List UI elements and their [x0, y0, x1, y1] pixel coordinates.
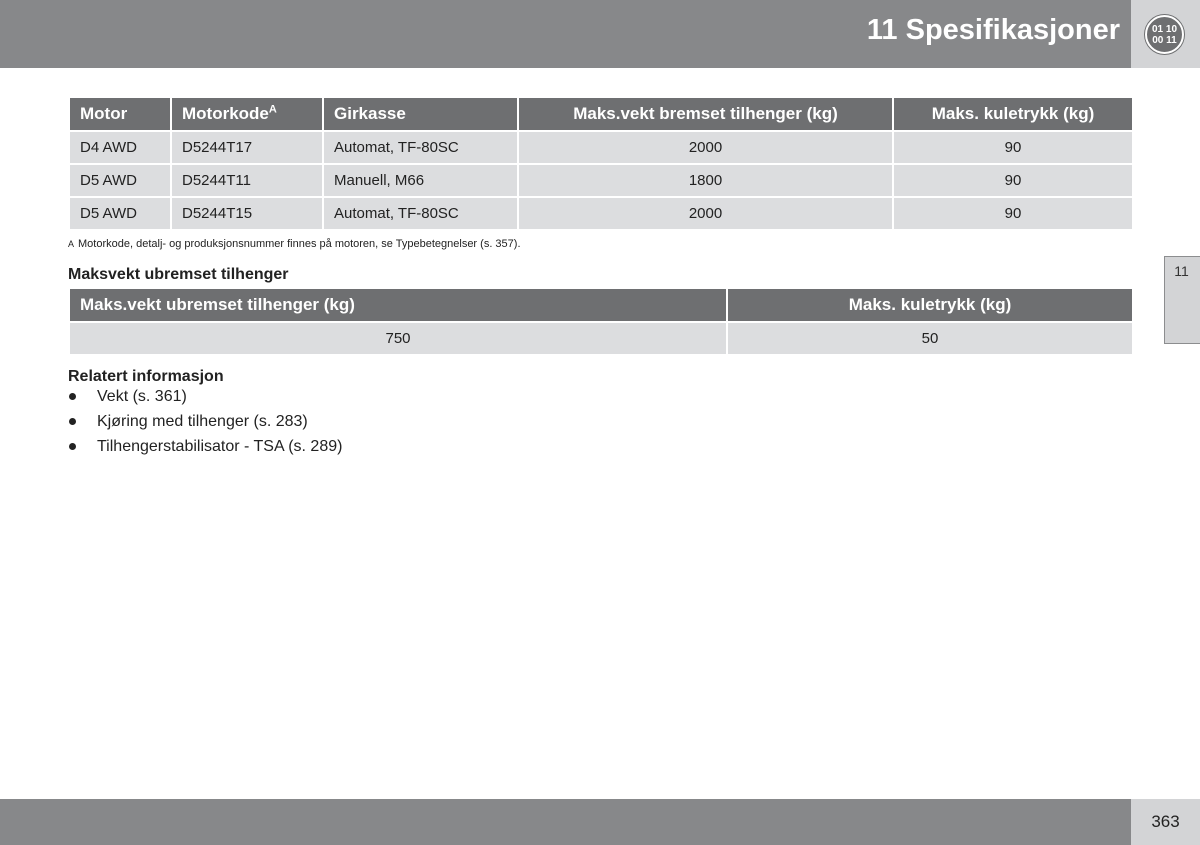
chapter-side-tab[interactable]: [1164, 256, 1200, 344]
cell-motor: D5 AWD: [69, 197, 171, 230]
cell-max-braked: 2000: [518, 197, 893, 230]
cell-max-braked: 2000: [518, 131, 893, 164]
col-header-ball-pressure: Maks. kuletrykk (kg): [727, 288, 1133, 322]
col-header-motorkode: [171, 97, 323, 131]
list-item[interactable]: [68, 437, 342, 462]
cell-ball-pressure: 90: [893, 131, 1133, 164]
cell-motorkode: D5244T17: [171, 131, 323, 164]
related-info-list: [68, 387, 342, 462]
bullet-icon: [69, 418, 76, 425]
braked-trailer-table: [68, 96, 1134, 231]
chapter-icon-line-1: 01 10: [1151, 24, 1178, 35]
footnote-text: Motorkode, detalj- og produksjonsnummer finnes på motoren, se Typebetegnelser (s. 357).: [78, 238, 521, 250]
footnote-marker: A: [268, 103, 277, 116]
page-title: 11 Spesifikasjoner: [866, 14, 1120, 46]
table-row: [69, 322, 1133, 355]
footer-bar: [0, 799, 1131, 845]
related-link[interactable]: Vekt (s. 361): [97, 388, 187, 405]
bullet-icon: [69, 443, 76, 450]
cell-motor: D5 AWD: [69, 164, 171, 197]
list-item[interactable]: [68, 387, 342, 412]
cell-motorkode: D5244T15: [171, 197, 323, 230]
cell-motor: D4 AWD: [69, 131, 171, 164]
unbraked-trailer-table: [68, 287, 1134, 356]
cell-max-braked: 1800: [518, 164, 893, 197]
table-header-row: [69, 288, 1133, 322]
col-header-girkasse: Girkasse: [323, 97, 518, 131]
table-footnote: [68, 238, 521, 250]
related-link[interactable]: Kjøring med tilhenger (s. 283): [97, 413, 308, 430]
cell-motorkode: D5244T11: [171, 164, 323, 197]
cell-ball-pressure: 90: [893, 197, 1133, 230]
cell-girkasse: Manuell, M66: [323, 164, 518, 197]
page-number: 363: [1151, 812, 1180, 831]
list-item[interactable]: [68, 412, 342, 437]
footnote-mark: A: [68, 239, 75, 249]
chapter-specifications-icon: [1145, 15, 1184, 54]
cell-ball-pressure: 90: [893, 164, 1133, 197]
col-header-motorkode-label: Motorkode: [182, 104, 269, 123]
related-link[interactable]: Tilhengerstabilisator - TSA (s. 289): [97, 438, 343, 455]
chapter-side-tab-label: 11: [1174, 263, 1189, 279]
col-header-max-unbraked: Maks.vekt ubremset tilhenger (kg): [69, 288, 727, 322]
col-header-ball-pressure: Maks. kuletrykk (kg): [893, 97, 1133, 131]
table-row: [69, 164, 1133, 197]
table-header-row: [69, 97, 1133, 131]
col-header-max-braked: Maks.vekt bremset tilhenger (kg): [518, 97, 893, 131]
cell-ball-pressure: 50: [727, 322, 1133, 355]
cell-girkasse: Automat, TF-80SC: [323, 131, 518, 164]
cell-max-unbraked: 750: [69, 322, 727, 355]
chapter-icon-line-2: 00 11: [1152, 35, 1177, 46]
section-heading-unbraked: Maksvekt ubremset tilhenger: [68, 266, 289, 283]
table-row: [69, 197, 1133, 230]
cell-girkasse: Automat, TF-80SC: [323, 197, 518, 230]
bullet-icon: [69, 393, 76, 400]
table-row: [69, 131, 1133, 164]
col-header-motor: Motor: [69, 97, 171, 131]
section-heading-related: Relatert informasjon: [68, 368, 224, 385]
